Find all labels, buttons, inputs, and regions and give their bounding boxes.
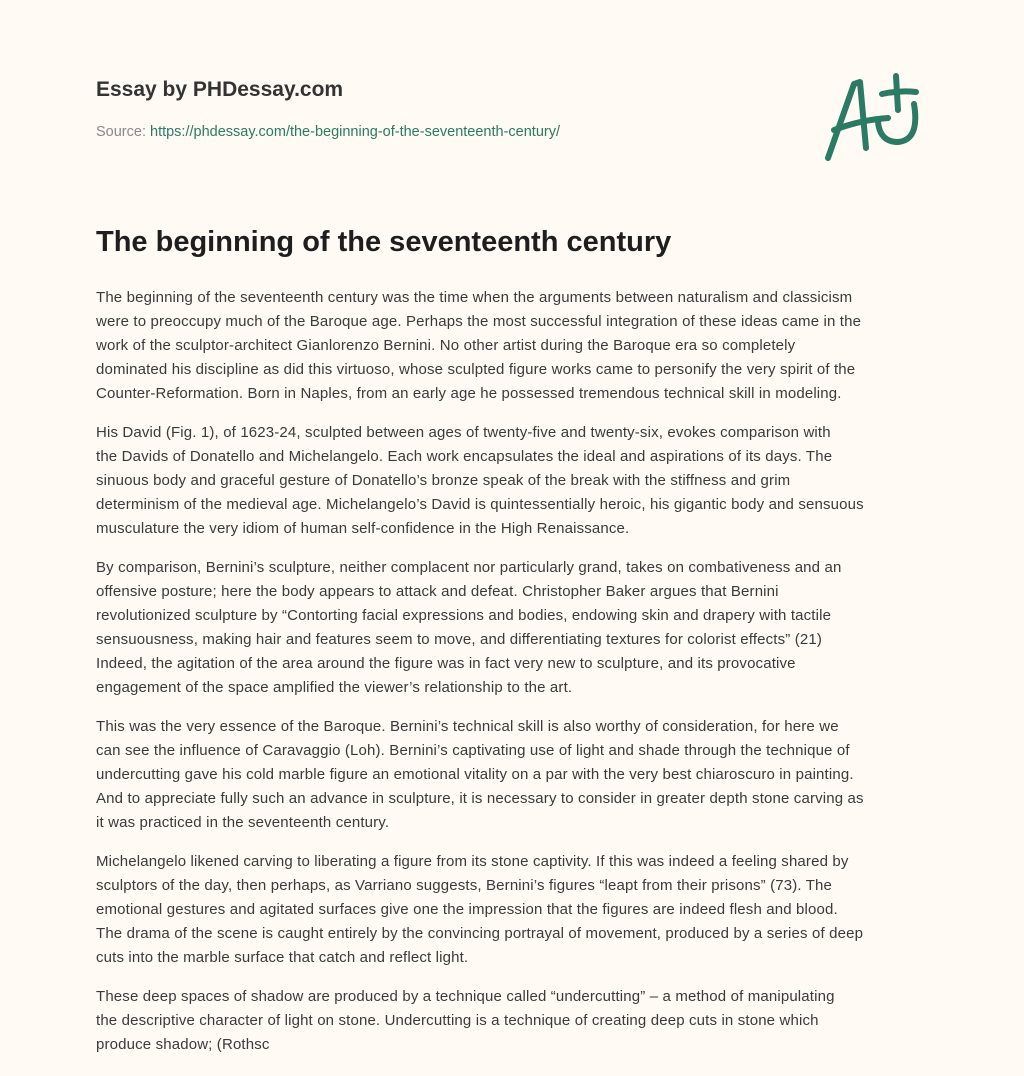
text-line: The beginning of the seventeenth century was the time when the arguments between naturalism and classicism	[96, 289, 853, 306]
text-line: Indeed, the agitation of the area around the figure was in fact very new to sculpture, and its provocative	[96, 655, 796, 672]
paragraph	[96, 985, 936, 1057]
text-line: These deep spaces of shadow are produced by a technique called “undercutting” – a method of manipulating	[96, 988, 835, 1005]
text-line: By comparison, Bernini’s sculpture, neither complacent nor particularly grand, takes on combativeness and an	[96, 559, 842, 576]
text-line: determinism of the medieval age. Michelangelo’s David is quintessentially heroic, his gigantic body and sensuous	[96, 496, 864, 513]
text-line: This was the very essence of the Baroque. Bernini’s technical skill is also worthy of consideration, for here we	[96, 718, 839, 735]
text-line: were to preoccupy much of the Baroque age. Perhaps the most successful integration of these ideas came in the	[96, 313, 862, 330]
text-line: it was practiced in the seventeenth century.	[96, 814, 390, 831]
text-line: And to appreciate fully such an advance in sculpture, it is necessary to consider in greater depth stone carving as	[96, 790, 864, 807]
text-line: can see the influence of Caravaggio (Loh). Bernini’s captivating use of light and shade through the technique of	[96, 742, 850, 759]
text-line: sculptors of the day, then perhaps, as Varriano suggests, Bernini’s figures “leapt from their prisons” (73). The	[96, 877, 833, 894]
paragraph	[96, 556, 936, 700]
paragraph	[96, 850, 936, 970]
paragraph	[96, 286, 936, 406]
article-title: The beginning of the seventeenth century	[96, 226, 672, 258]
source-link[interactable]: https://phdessay.com/the-beginning-of-the-seventeenth-century/	[150, 124, 560, 140]
paragraph	[96, 421, 936, 541]
text-line: sensuousness, making hair and features seem to move, and differentiating textures for colorist effects” (21)	[96, 631, 823, 648]
text-line: undercutting gave his cold marble figure an emotional vitality on a par with the very best chiaroscuro in painting.	[96, 766, 854, 783]
text-line: Counter-Reformation. Born in Naples, from an early age he possessed tremendous technical skill in modeling.	[96, 385, 842, 402]
text-line: His David (Fig. 1), of 1623-24, sculpted between ages of twenty-five and twenty-six, evokes comparison with	[96, 424, 831, 441]
a-plus-logo-icon	[820, 70, 930, 166]
text-line: work of the sculptor-architect Gianlorenzo Bernini. No other artist during the Baroque era so completely	[96, 337, 796, 354]
text-line: emotional gestures and agitated surfaces give one the impression that the figures are indeed flesh and blood.	[96, 901, 838, 918]
site-brand: Essay by PHDessay.com	[96, 78, 344, 101]
text-line: revolutionized sculpture by “Contorting facial expressions and bodies, endowing skin and drapery with tactile	[96, 607, 832, 624]
text-line: Michelangelo likened carving to liberating a figure from its stone captivity. If this was indeed a feeling shared by	[96, 853, 849, 870]
text-line: dominated his discipline as did this virtuoso, whose sculpted figure works came to personify the very spirit of the	[96, 361, 856, 378]
text-line: the Davids of Donatello and Michelangelo. Each work encapsulates the ideal and aspirations of its days. The	[96, 448, 833, 465]
article-body	[96, 286, 936, 1072]
source-line	[96, 124, 560, 140]
text-line: musculature the very idiom of human self-confidence in the High Renaissance.	[96, 520, 630, 537]
text-line: cuts into the marble surface that catch and reflect light.	[96, 949, 469, 966]
source-label: Source:	[96, 124, 150, 140]
text-line: produce shadow; (Rothsc	[96, 1036, 270, 1053]
text-line: the descriptive character of light on stone. Undercutting is a technique of creating deep cuts in stone which	[96, 1012, 819, 1029]
paragraph	[96, 715, 936, 835]
text-line: sinuous body and graceful gesture of Donatello’s bronze speak of the break with the stiffness and grim	[96, 472, 791, 489]
text-line: The drama of the scene is caught entirely by the convincing portrayal of movement, produced by a series of deep	[96, 925, 864, 942]
text-line: engagement of the space amplified the viewer’s relationship to the art.	[96, 679, 573, 696]
text-line: offensive posture; here the body appears to attack and defeat. Christopher Baker argues that Bernini	[96, 583, 779, 600]
